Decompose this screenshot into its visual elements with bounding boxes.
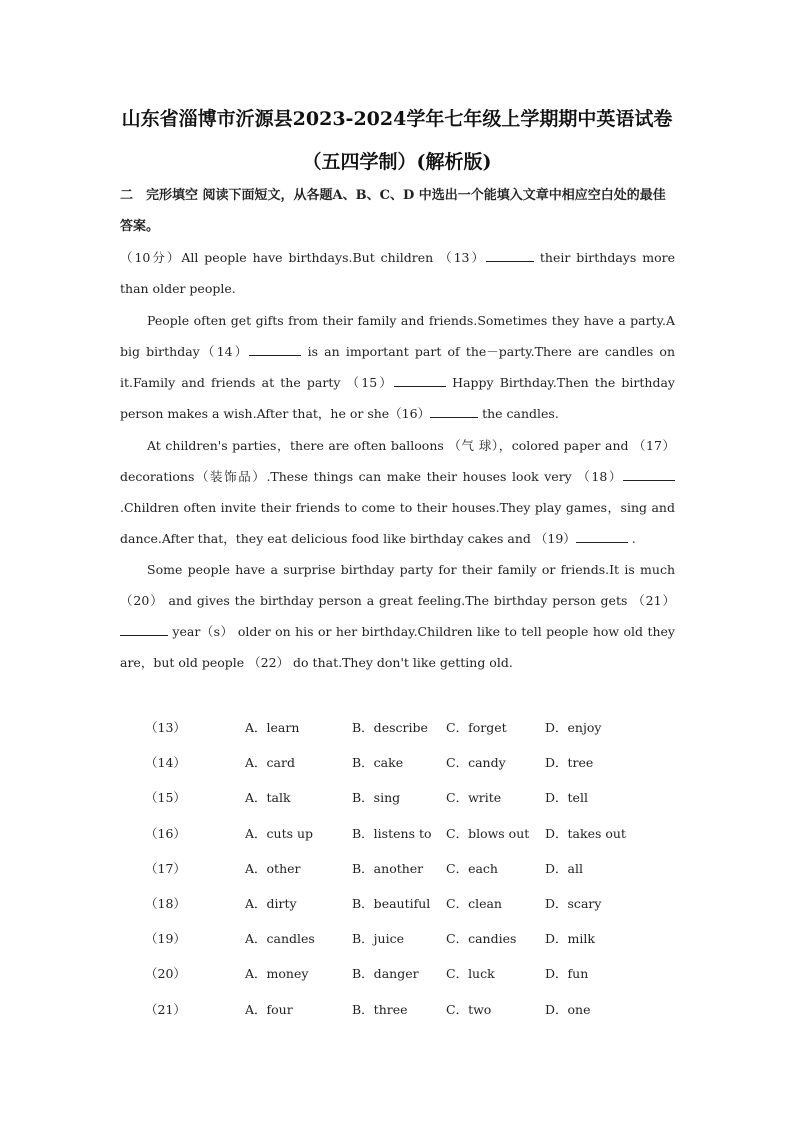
answer-blank [394,372,446,387]
question-number: （17） [145,860,186,876]
option-c: C．candy [446,755,506,771]
option-a: A．money [245,966,309,982]
question-number: （21） [145,1001,186,1017]
passage-paragraph-1 [120,242,675,304]
option-d: D．one [545,1001,591,1017]
option-c: C．candies [446,931,517,947]
passage-text: their birthdays more than older people. [120,250,675,296]
option-b: B．describe [352,720,428,735]
question-number: （18） [145,895,186,911]
option-row [145,886,665,921]
option-a: A．dirty [245,895,297,911]
passage-text: At children's parties，there are often balloons （气 球），colored paper and （17） decorations（装饰品）.These things can make their houses look very （18） [120,438,675,484]
question-number: （14） [145,755,186,771]
answer-blank [576,528,628,543]
option-a: A．learn [245,720,300,735]
passage-text: Some people have a surprise birthday party for their family or friends.It is much （20） and gives the birthday person a great feeling.The birthday person gets （21） [120,562,675,608]
option-b: B．cake [352,755,404,771]
passage-text: is an important part of the－party.There are candles on it.Family and friends at the party （15） [120,344,675,390]
answer-blank [249,341,301,356]
section-heading: 二 完形填空 阅读下面短文，从各题A、B、C、D 中选出一个能填入文章中相应空白处的最佳答案。 [120,188,666,234]
option-c: C．luck [446,966,495,982]
option-a: A．candles [245,931,315,947]
option-c: C．two [446,1001,492,1017]
option-a: A．cuts up [245,825,314,841]
question-number: （20） [145,966,186,982]
passage-text: the candles. [478,406,559,421]
passage-paragraph-4 [120,554,675,678]
option-c: C．blows out [446,825,530,841]
option-b: B．danger [352,966,419,982]
option-a: A．other [245,860,301,876]
question-number: （15） [145,790,186,806]
option-b: B．juice [352,931,405,947]
option-b: B．another [352,860,424,876]
answer-blank [486,247,534,262]
doc-title-line2: （五四学制）(解析版) [302,151,492,173]
option-row [145,921,665,956]
answer-blank [120,621,168,636]
option-d: D．tell [545,790,588,806]
option-row [145,745,665,780]
option-d: D．tree [545,755,594,771]
option-row [145,851,665,886]
option-c: C．each [446,860,498,876]
option-b: B．beautiful [352,895,431,911]
answer-blank [430,403,478,418]
doc-title-line1: 山东省淄博市沂源县2023-2024学年七年级上学期期中英语试卷 [121,108,673,130]
option-d: D．all [545,860,583,876]
passage-paragraph-2 [120,305,675,429]
option-c: C．write [446,790,502,806]
option-a: A．talk [245,790,291,806]
question-number: （19） [145,931,186,947]
passage-text: .Children often invite their friends to come to their houses.They play games，sing and dance.After that，they eat delicious food like birthday cakes and （19） [120,500,675,546]
passage-text: People often get gifts from their family and friends.Sometimes they have a party.A big birthday（14） [120,313,675,359]
passage-text: （10分）All people have birthdays.But children （13） [120,250,486,265]
option-row [145,816,665,851]
passage-text: Happy Birthday.Then the birthday person makes a wish.After that，he or she（16） [120,375,675,421]
option-c: C．forget [446,720,507,735]
option-row [145,780,665,815]
option-a: A．four [245,1001,293,1017]
passage-paragraph-3 [120,430,675,554]
option-d: D．enjoy [545,720,602,735]
passage-text: . [627,531,636,546]
answer-blank [623,466,675,481]
option-d: D．scary [545,895,602,911]
option-d: D．takes out [545,825,626,841]
option-b: B．three [352,1001,408,1017]
options-list [145,710,665,1027]
question-number: （16） [145,825,186,841]
option-b: B．listens to [352,825,432,841]
option-row [145,956,665,991]
option-c: C．clean [446,895,502,911]
option-row [145,710,665,745]
option-row [145,992,665,1027]
option-a: A．card [245,755,295,771]
option-d: D．milk [545,931,595,947]
option-b: B．sing [352,790,401,806]
question-number: （13） [145,720,186,735]
option-d: D．fun [545,966,589,982]
passage-text: year（s） older on his or her birthday.Children like to tell people how old they are，but old people （22） do that.They don't like getting old. [120,624,675,670]
